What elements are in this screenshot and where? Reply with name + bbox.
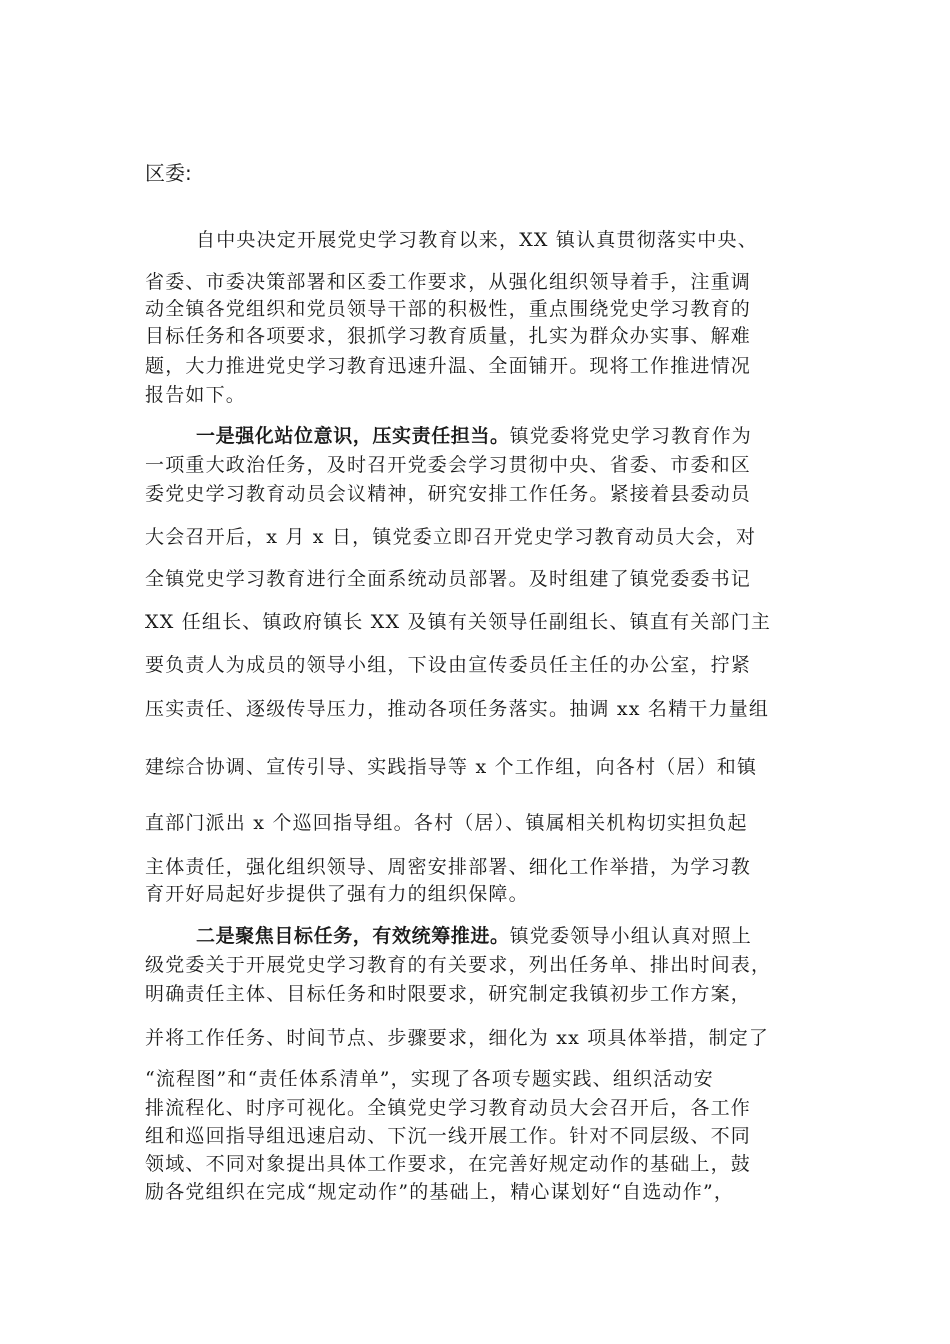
section2-line: 级党委关于开展党史学习教育的有关要求，列出任务单、排出时间表，: [145, 954, 772, 976]
intro-line: 报告如下。: [145, 384, 247, 406]
section1-line: 委党史学习教育动员会议精神，研究安排工作任务。紧接着县委动员: [145, 483, 752, 505]
section2-line: 排流程化、时序可视化。全镇党史学习教育动员大会召开后，各工作: [145, 1097, 752, 1119]
section1-first-line: [196, 424, 806, 448]
intro-line: 自中央决定开展党史学习教育以来，XX 镇认真贯彻落实中央、: [196, 229, 758, 251]
section1-line: 建综合协调、宣传引导、实践指导等 x 个工作组，向各村（居）和镇: [145, 756, 758, 778]
section1-first-line-rest: 镇党委将党史学习教育作为: [509, 425, 753, 447]
section2-heading: 二是聚焦目标任务，有效统筹推进。: [196, 925, 510, 947]
section1-line: 一项重大政治任务，及时召开党委会学习贯彻中央、省委、市委和区: [145, 454, 752, 476]
salutation: 区委:: [145, 161, 192, 185]
section2-line: 组和巡回指导组迅速启动、下沉一线开展工作。针对不同层级、不同: [145, 1125, 752, 1147]
section1-line: 压实责任、逐级传导压力，推动各项任务落实。抽调 xx 名精干力量组: [145, 698, 770, 720]
section1-line: 直部门派出 x 个巡回指导组。各村（居）、镇属相关机构切实担负起: [145, 812, 748, 834]
section2-first-line: [196, 924, 806, 948]
section1-heading: 一是强化站位意识，压实责任担当。: [196, 425, 510, 447]
section1-line: 要负责人为成员的领导小组，下设由宣传委员任主任的办公室，拧紧: [145, 654, 752, 676]
section2-line: 明确责任主体、目标任务和时限要求，研究制定我镇初步工作方案，: [145, 983, 752, 1005]
section2-line: 励各党组织在完成“规定动作”的基础上，精心谋划好“自选动作”，: [145, 1181, 735, 1203]
intro-line: 目标任务和各项要求，狠抓学习教育质量，扎实为群众办实事、解难: [145, 325, 752, 347]
section2-line: “流程图”和“责任体系清单”，实现了各项专题实践、组织活动安: [145, 1068, 714, 1090]
section2-first-line-rest: 镇党委领导小组认真对照上: [509, 925, 753, 947]
section1-line: 全镇党史学习教育进行全面系统动员部署。及时组建了镇党委委书记: [145, 568, 752, 590]
intro-line: 省委、市委决策部署和区委工作要求，从强化组织领导着手，注重调: [145, 271, 752, 293]
section1-line: 主体责任，强化组织领导、周密安排部署、细化工作举措，为学习教: [145, 856, 752, 878]
intro-line: 题，大力推进党史学习教育迅速升温、全面铺开。现将工作推进情况: [145, 355, 752, 377]
intro-line: 动全镇各党组织和党员领导干部的积极性，重点围绕党史学习教育的: [145, 298, 752, 320]
section2-line: 领域、不同对象提出具体工作要求，在完善好规定动作的基础上，鼓: [145, 1153, 752, 1175]
section1-line: 育开好局起好步提供了强有力的组织保障。: [145, 883, 529, 905]
section1-line: 大会召开后，x 月 x 日，镇党委立即召开党史学习教育动员大会，对: [145, 526, 757, 548]
section2-line: 并将工作任务、时间节点、步骤要求，细化为 xx 项具体举措，制定了: [145, 1027, 770, 1049]
section1-line: XX 任组长、镇政府镇长 XX 及镇有关领导任副组长、镇直有关部门主: [145, 611, 772, 633]
